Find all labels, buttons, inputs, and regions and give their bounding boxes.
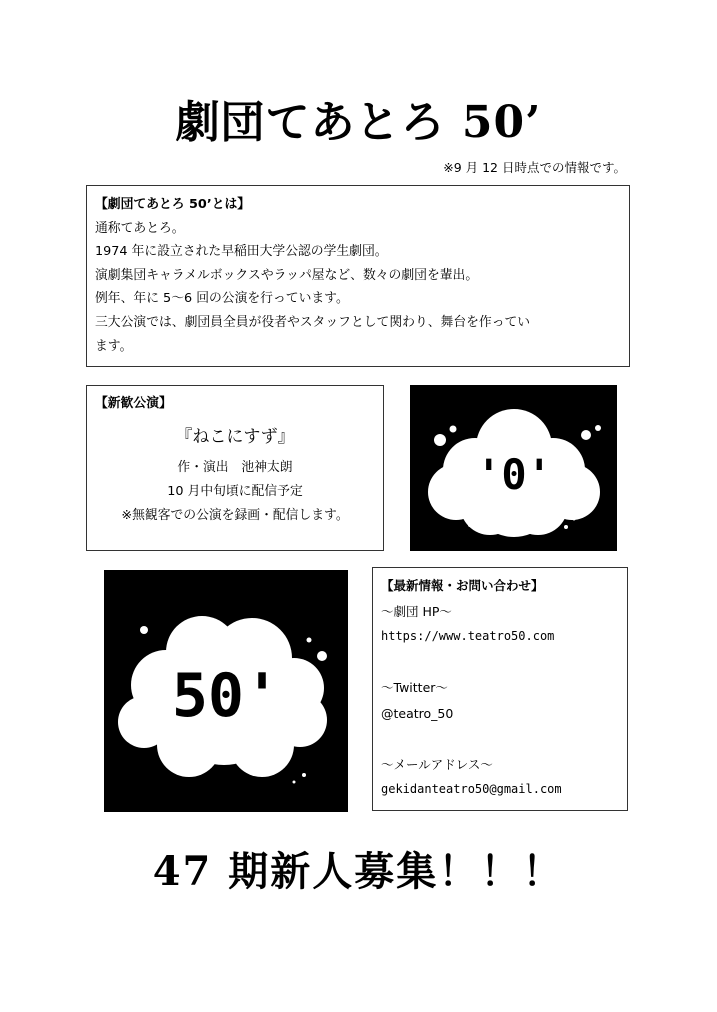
hp-label: 〜劇団 HP〜 <box>381 603 452 619</box>
hp-url-link[interactable]: https://www.teatro50.com <box>381 629 555 643</box>
page-title: 劇団てあとろ 50’ <box>175 97 542 148</box>
about-line: 1974 年に設立された早稲田大学公認の学生劇団。 <box>95 244 388 260</box>
teatro-logo-large <box>104 570 348 812</box>
info-date-note: ※9 月 12 日時点での情報です。 <box>443 160 626 175</box>
about-line: ます。 <box>95 338 133 354</box>
show-heading: 【新歓公演】 <box>95 396 172 411</box>
about-line: 三大公演では、劇団員全員が役者やスタッフとして関わり、舞台を作ってい <box>95 314 531 330</box>
twitter-handle-link[interactable]: @teatro_50 <box>381 705 454 721</box>
cloud-logo-large-graphic <box>104 570 348 812</box>
teatro-logo-small <box>410 385 617 551</box>
play-title: 『ねこにすず』 <box>175 427 295 447</box>
about-line: 演劇集団キャラメルボックスやラッパ屋など、数々の劇団を輩出。 <box>95 267 479 283</box>
mail-address-link[interactable]: gekidanteatro50@gmail.com <box>381 782 562 796</box>
twitter-label: 〜Twitter〜 <box>381 680 448 695</box>
contact-box <box>372 567 628 811</box>
mail-label: 〜メールアドレス〜 <box>381 756 493 772</box>
about-line: 例年、年に 5〜6 回の公演を行っています。 <box>95 291 349 307</box>
show-box <box>86 385 384 551</box>
about-line: 通称てあとろ。 <box>95 220 185 236</box>
play-schedule: 10 月中旬頃に配信予定 <box>167 484 303 499</box>
play-credit: 作・演出 池神太朗 <box>177 460 293 475</box>
about-box <box>86 185 630 367</box>
about-heading: 【劇団てあとろ 50’とは】 <box>95 197 251 212</box>
logo-small-text: '0' <box>476 450 552 499</box>
cloud-logo-small-graphic <box>410 385 617 551</box>
logo-large-text: 50' <box>171 661 281 731</box>
contact-heading: 【最新情報・お問い合わせ】 <box>381 578 544 593</box>
recruitment-banner: 47 期新人募集！！！ <box>152 848 565 895</box>
play-remark: ※無観客での公演を録画・配信します。 <box>121 508 349 523</box>
